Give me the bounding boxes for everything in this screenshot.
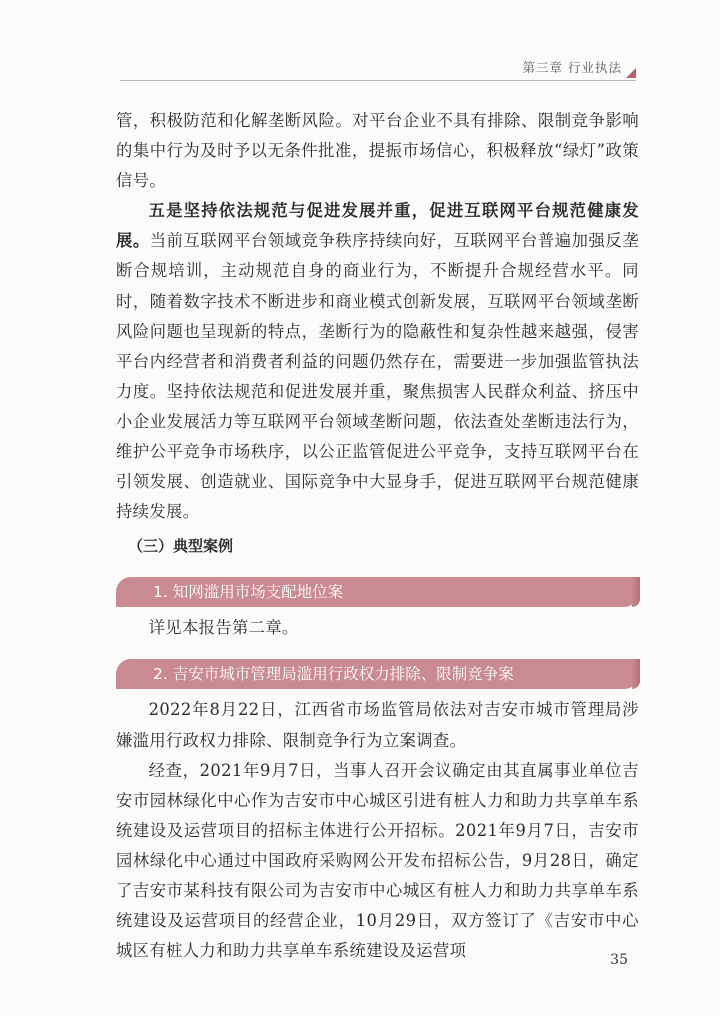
paragraph [116,196,639,527]
page-body [116,106,639,966]
paragraph: 经查，2021年9月7日，当事人召开会议确定由其直属事业单位吉安市园林绿化中心作为吉安市中心城区引进有桩人力和助力共享单车系统建设及运营项目的招标主体进行公开招标。2021年9月7日，吉安市园林绿化中心通过中国政府采购网公开发布招标公告，9月28日，确定了吉安市某科技有限公司为吉安市中心城区有桩人力和助力共享单车系统建设及运营项目的经营企业，10月29日，双方签订了《吉安市中心城区有桩人力和助力共享单车系统建设及运营项 [116,760,639,961]
paragraph: 2022年8月22日，江西省市场监管局依法对吉安市城市管理局涉嫌滥用行政权力排除、限制竞争行为立案调查。 [116,700,639,750]
case-title-bar: 2. 吉安市城市管理局滥用行政权力排除、限制竞争案 [116,659,639,689]
paragraph: 管，积极防范和化解垄断风险。对平台企业不具有排除、限制竞争影响的集中行为及时予以无条件批准，提振市场信心，积极释放“绿灯”政策信号。 [116,111,639,191]
paragraph-text: 当前互联网平台领域竞争秩序持续向好，互联网平台普遍加强反垄断合规培训，主动规范自身的商业行为，不断提升合规经营水平。同时，随着数字技术不断进步和商业模式创新发展，互联网平台领域垄断风险问题也呈现新的特点，垄断行为的隐蔽性和复杂性越来越强，侵害平台内经营者和消费者利益的问题仍然存在，需要进一步加强监管执法力度。坚持依法规范和促进发展并重，聚焦损害人民群众利益、挤压中小企业发展活力等互联网平台领域垄断问题，依法查处垄断违法行为，维护公平竞争市场秩序，以公正监管促进公平竞争，支持互联网平台在引领发展、创造就业、国际竞争中大显身手，促进互联网平台规范健康持续发展。 [116,231,639,522]
paragraph-lead: 五是坚持依法规范与促进发展并重，促进互联网平台规范健康发展。 [116,201,639,251]
running-header [120,58,636,81]
page-number: 35 [610,952,628,968]
corner-triangle-icon [626,68,636,78]
case-title-bar: 1. 知网滥用市场支配地位案 [116,577,639,607]
chapter-title: 第三章 行业执法 [522,60,622,75]
section-heading: （三）典型案例 [128,537,234,556]
case-body: 详见本报告第二章。 [148,618,299,638]
